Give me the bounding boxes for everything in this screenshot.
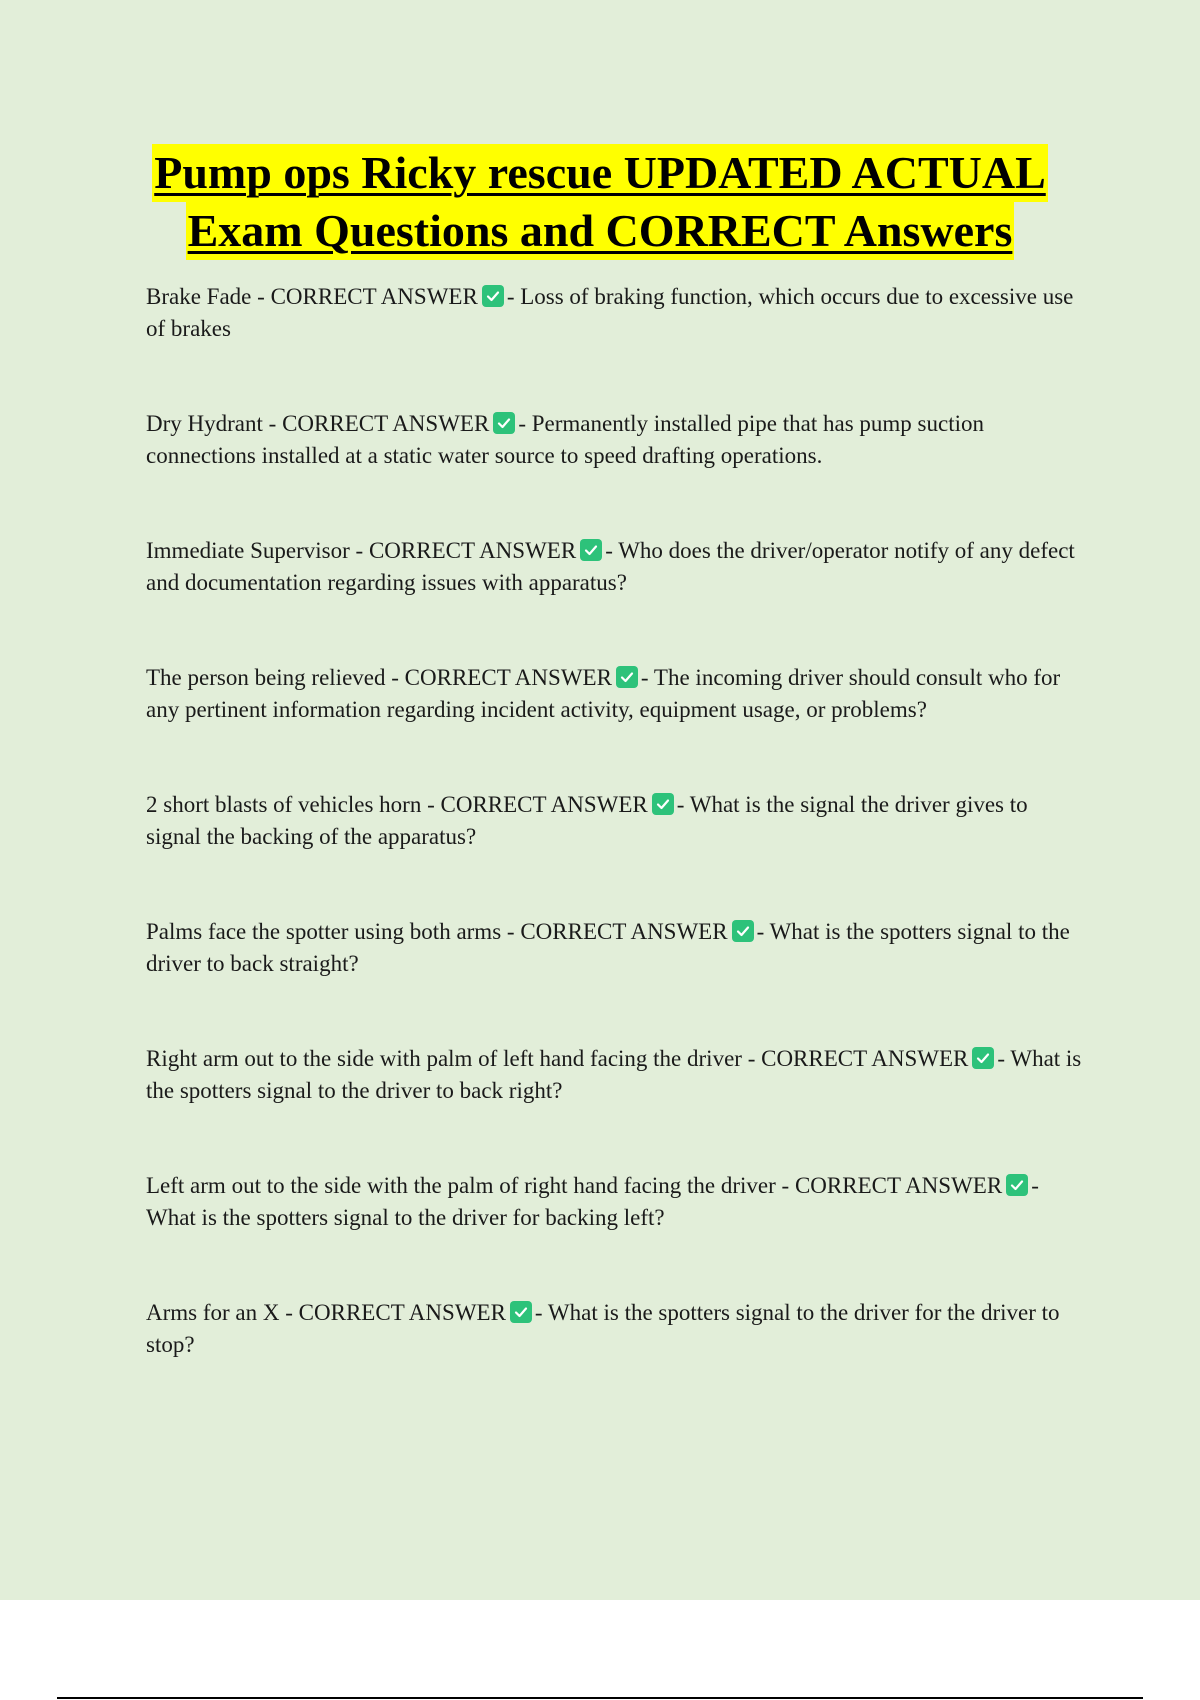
correct-answer-label: CORRECT ANSWER [404, 665, 612, 690]
check-mark-icon [482, 285, 504, 307]
qa-item: Arms for an X - CORRECT ANSWER - What is the spotters signal to the driver for the driver to stop? [146, 1300, 1060, 1357]
correct-answer-label: CORRECT ANSWER [368, 538, 577, 563]
qa-answer-text: What is the signal the driver gives to signal the backing of the apparatus? [146, 792, 1028, 849]
qa-answer-text: What is the spotters signal to the driver to back right? [146, 1046, 1082, 1103]
qa-term: Arms for an X [146, 1300, 280, 1325]
check-mark-icon [510, 1301, 532, 1323]
qa-term: Left arm out to the side with the palm of right hand facing the driver [146, 1173, 776, 1198]
qa-item: 2 short blasts of vehicles horn - CORRECT ANSWER - What is the signal the driver gives to signal the backing of the apparatus? [146, 792, 1028, 849]
qa-term: Palms face the spotter using both arms [146, 919, 502, 944]
qa-item: Palms face the spotter using both arms - CORRECT ANSWER - What is the spotters signal to the driver to back straight? [146, 919, 1070, 976]
check-mark-icon [1006, 1174, 1028, 1196]
correct-answer-label: CORRECT ANSWER [440, 792, 648, 817]
qa-answer-text: Who does the driver/operator notify of any defect and documentation regarding issues with apparatus? [146, 538, 1075, 595]
qa-term: Brake Fade [146, 284, 252, 309]
qa-answer-text: What is the spotters signal to the driver for the driver to stop? [146, 1300, 1060, 1357]
check-mark-icon [732, 920, 754, 942]
qa-answer-text: Permanently installed pipe that has pump suction connections installed at a static water source to speed drafting operations. [146, 411, 984, 468]
qa-term: Right arm out to the side with palm of left hand facing the driver [146, 1046, 742, 1071]
title-line-1: Pump ops Ricky rescue UPDATED ACTUAL [152, 144, 1048, 202]
correct-answer-label: CORRECT ANSWER [761, 1046, 969, 1071]
qa-item: Left arm out to the side with the palm of right hand facing the driver - CORRECT ANSWER - What is the spotters signal to the driver for backing left? [146, 1173, 1039, 1230]
qa-term: Immediate Supervisor [146, 538, 350, 563]
title-line-2: Exam Questions and CORRECT Answers [186, 202, 1015, 260]
qa-answer-text: The incoming driver should consult who for any pertinent information regarding incident activity, equipment usage, or problems? [146, 665, 1061, 722]
check-mark-icon [580, 539, 602, 561]
qa-item: Dry Hydrant - CORRECT ANSWER - Permanently installed pipe that has pump suction connections installed at a static water source to speed drafting operations. [146, 411, 984, 468]
qa-item: Right arm out to the side with palm of left hand facing the driver - CORRECT ANSWER - What is the spotters signal to the driver to back right? [146, 1046, 1082, 1103]
correct-answer-label: CORRECT ANSWER [270, 284, 478, 309]
qa-answer-text: What is the spotters signal to the driver to back straight? [146, 919, 1070, 976]
check-mark-icon [616, 666, 638, 688]
document-title [0, 144, 1200, 260]
check-mark-icon [972, 1047, 994, 1069]
correct-answer-label: CORRECT ANSWER [298, 1300, 506, 1325]
correct-answer-label: CORRECT ANSWER [794, 1173, 1003, 1198]
qa-item: Immediate Supervisor - CORRECT ANSWER - Who does the driver/operator notify of any defect and documentation regarding issues with apparatus? [146, 538, 1075, 595]
check-mark-icon [652, 793, 674, 815]
qa-item: The person being relieved - CORRECT ANSWER - The incoming driver should consult who for any pertinent information regarding incident activity, equipment usage, or problems? [146, 665, 1061, 722]
qa-list [146, 281, 1086, 1424]
qa-item: Brake Fade - CORRECT ANSWER - Loss of braking function, which occurs due to excessive use of brakes [146, 284, 1074, 341]
correct-answer-label: CORRECT ANSWER [282, 411, 490, 436]
qa-answer-text: Loss of braking function, which occurs due to excessive use of brakes [146, 284, 1074, 341]
check-mark-icon [493, 412, 515, 434]
qa-answer-text: What is the spotters signal to the driver for backing left? [146, 1205, 665, 1230]
qa-term: Dry Hydrant [146, 411, 263, 436]
qa-term: 2 short blasts of vehicles horn [146, 792, 422, 817]
footer-divider [57, 1697, 1143, 1699]
qa-term: The person being relieved [146, 665, 386, 690]
correct-answer-label: CORRECT ANSWER [520, 919, 728, 944]
